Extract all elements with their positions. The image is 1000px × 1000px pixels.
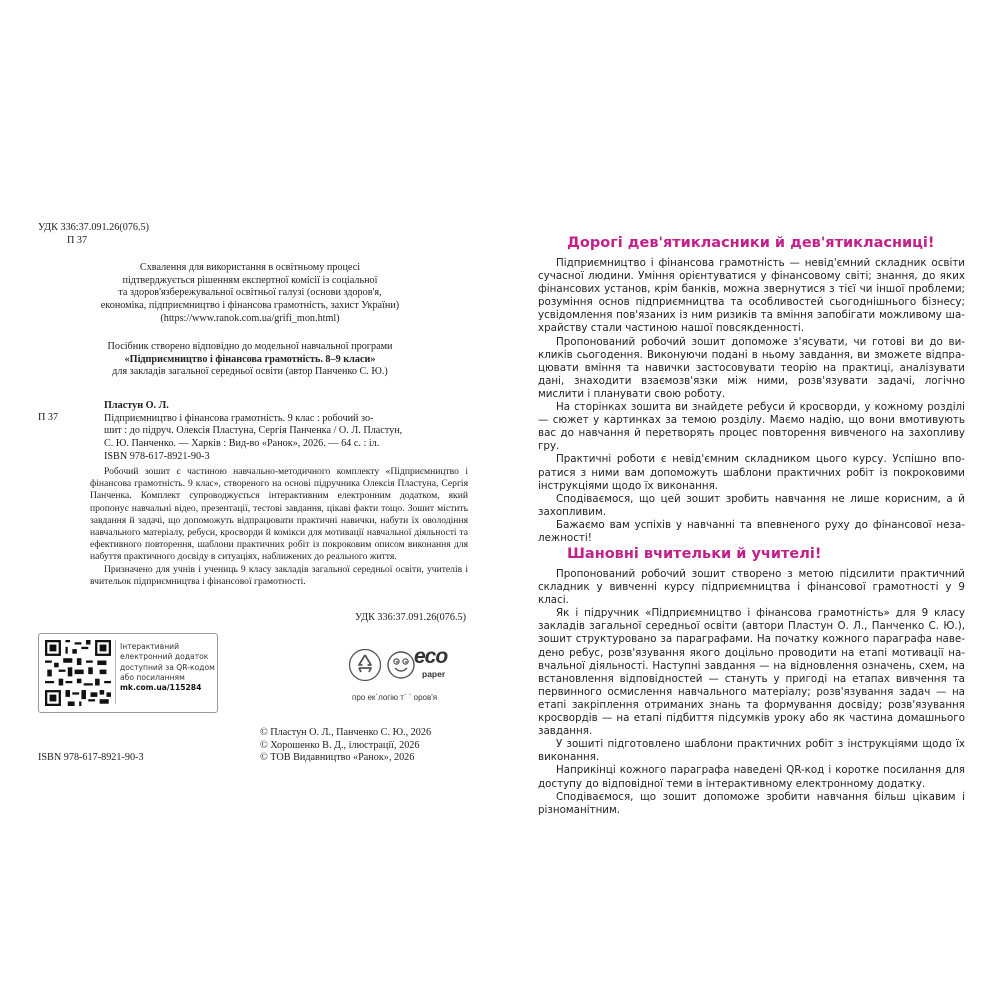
program-line: для закладів загальної середньої освіти (автор Панченко С. Ю.): [112, 366, 388, 378]
qr-caption-line: Інтерактивний: [120, 642, 180, 651]
approval-block: [40, 262, 460, 326]
udk-bottom: УДК 336:37.091.26(076.5): [354, 612, 466, 623]
qr-caption: [120, 642, 216, 693]
approval-line: Схвалення для використання в освітньому процесі: [139, 262, 361, 273]
qr-caption-line: або посиланням: [120, 672, 185, 682]
eco-caption: про ек`логію т` ` оров'я: [352, 693, 438, 702]
paragraph: На сторінках зошита ви знайдете ребуси й кросворди, у кожному розділі — сюжет у картинках за темою розділу. Маємо надію, що вони вмотивують вас до навчання й перетворять процес повторення вивченого на захопливу гру.: [538, 401, 965, 453]
paragraph: Наприкінці кожного параграфа наведені QR-код і коротке посилання для доступу до відповідної теми в інтерактивному електронному додатку.: [538, 764, 965, 790]
paragraph: У зошиті підготовлено шаблони практичних робіт з інструкціями щодо їх виконання.: [538, 738, 965, 764]
paragraph: Сподіваємося, що цей зошит зробить навчання не лише корисним, а й захопливим.: [538, 492, 965, 518]
paragraph: Пропонований робочий зошит створено з метою підсилити практичний складник у вивченні курсу підприємництва і фінансової грамотності у 9 класі.: [538, 568, 965, 607]
copyright-block: [260, 727, 431, 765]
copyright-line: © Хорошенко В. Д., ілюстрації, 2026: [260, 739, 420, 751]
description-text: Робочий зошит є частиною навчально-методичного комплекту «Підприємництво і фінансова грамотність. 9 клас», створеного на основі підручника Олексія Пластуна, Сергія Панченка. Комплект супроводжується інтерактивним електронним додатком, який пропонує навчальні відео, презентації, тестові завдання, цікаві факти тощо. Зошит містить завдання й задачі, що допоможуть відпрацювати практичні навички, набути їх оволодіння навчального матеріалу, ребуси, кросворди й комікси для мотивації навчальної діяльності та ефективного повторення, шаблони практичних робіт із покроковим описом виконання для набуття практичного досвіду в ситуаціях, наближених до реального життя.: [90, 466, 468, 563]
qr-link[interactable]: mk.com.ua/115284: [120, 683, 202, 693]
copyright-line: © Пластун О. Л., Панченко С. Ю., 2026: [260, 727, 432, 738]
description-block: [90, 466, 468, 588]
heading-teachers: Шановні вчительки й учителі!: [567, 546, 822, 562]
catalog-line: С. Ю. Панченко. — Харків : Вид-во «Ранок», 2026. — 64 с. : іл.: [104, 438, 380, 450]
approval-line: та здоров'язбережувальної освітньої галузі (основи здоров'я,: [118, 287, 382, 299]
catalog-isbn: ISBN 978-617-8921-90-3: [104, 450, 210, 462]
paragraph: Підприємництво і фінансова грамотність — невід'ємний складник освіти сучасної людини. Уміння орієнтуватися у фінансовому світі; знання, до яких фінансових установ, крім банків, можна звернутися з тієї чи іншої проблеми; розуміння основ підприємництва та особливостей сьогоднішнього бізнесу; усвідомлення пов'язаних із ним ризиків та вміння запобігати можливому шахрайству стали частиною нашої повсякденності.: [538, 257, 965, 335]
catalog-code: П 37: [38, 412, 59, 423]
paragraph: Пропонований робочий зошит допоможе з'ясувати, чи готові ви до викликів сьогодення. Виконуючи подані в ньому завдання, ви зможете відпрацювати вміння та навички застосовувати теорію на практиці, аналізувати дані, знаходити взаємозв'язки між ними, розв'язувати задачі, логічно мислити і планувати свою роботу.: [538, 335, 965, 400]
right-page: [500, 0, 1000, 1000]
qr-box: [38, 633, 218, 713]
paragraph: Практичні роботи є невід'ємним складником цього курсу. Успішно впоратися з ними вам допоможуть шаблони практичних робіт із покроковими інструкціями щодо їх виконання.: [538, 453, 965, 492]
approval-line: підтверджується рішенням експертної комісії із соціальної: [122, 274, 378, 286]
program-block: [40, 341, 460, 379]
qr-code-icon[interactable]: [45, 640, 111, 706]
paragraph: Як і підручник «Підприємництво і фінансова грамотність» для 9 класу закладів загальної середньої освіти (автори Пластун О. Л., Панченко С. Ю.), зошит структуровано за параграфами. На початку кожного параграфа наведено ребус, розв'язування якого доцільно проводити на етапі мотивації навчальної діяльності. Наступні завдання — на відновлення означень, схем, на встановлення відповідностей — стануть у пригоді на етапах вивчення та первинного осмислення навчального матеріалу; розв'язування задач — на етапі закріплення отриманих знань та формування досвіду; розв'язування кросвордів — на етапі підбиття підсумків уроку або як частина домашнього завдання.: [538, 607, 965, 738]
catalog-author: Пластун О. Л.: [104, 400, 169, 411]
copyright-line: © ТОВ Видавництво «Ранок», 2026: [260, 752, 415, 764]
teachers-text: [538, 568, 965, 817]
udk-top: УДК 336:37.091.26(076.5): [38, 222, 150, 233]
left-page: [0, 0, 470, 1000]
program-line: Посібник створено відповідно до модельної навчальної програми: [107, 341, 393, 352]
shelf-code: П 37: [67, 235, 88, 246]
eco-sub: paper: [422, 669, 446, 679]
qr-caption-line: електронний додаток: [120, 652, 209, 662]
audience-text: Призначено для учнів і учениць 9 класу закладів загальної середньої освіти, учителів і вчительок підприємництва і фінансової грамотності.: [90, 563, 468, 587]
eco-logo: eco: [414, 645, 448, 668]
approval-link[interactable]: (https://www.ranok.com.ua/grifi_mon.html): [160, 312, 340, 324]
catalog-record: [104, 400, 468, 464]
approval-line: економіка, підприємництво і фінансова грамотність, захист України): [100, 300, 400, 312]
heading-students: Дорогі дев'ятикласники й дев'ятикласниці!: [567, 235, 935, 251]
students-text: [538, 257, 965, 545]
qr-divider: [115, 640, 116, 704]
isbn-bottom: ISBN 978-617-8921-90-3: [38, 752, 144, 763]
qr-caption-line: доступний за QR-кодом: [120, 662, 215, 672]
catalog-line: Підприємництво і фінансова грамотність. 9 клас : робочий зо-: [104, 412, 374, 424]
paragraph: Сподіваємося, що зошит допоможе зробити навчання більш цікавим і різноманітним.: [538, 790, 965, 816]
recycle-icon: [348, 648, 382, 682]
smiley-icon: [386, 648, 416, 682]
paragraph: Бажаємо вам успіхів у навчанні та впевненого руху до фінансової незалежності!: [538, 518, 965, 544]
program-title: «Підприємництво і фінансова грамотність. 8–9 класи»: [124, 353, 376, 365]
catalog-line: шит : до підруч. Олексія Пластуна, Сергія Панченка / О. Л. Пластун,: [104, 425, 403, 437]
